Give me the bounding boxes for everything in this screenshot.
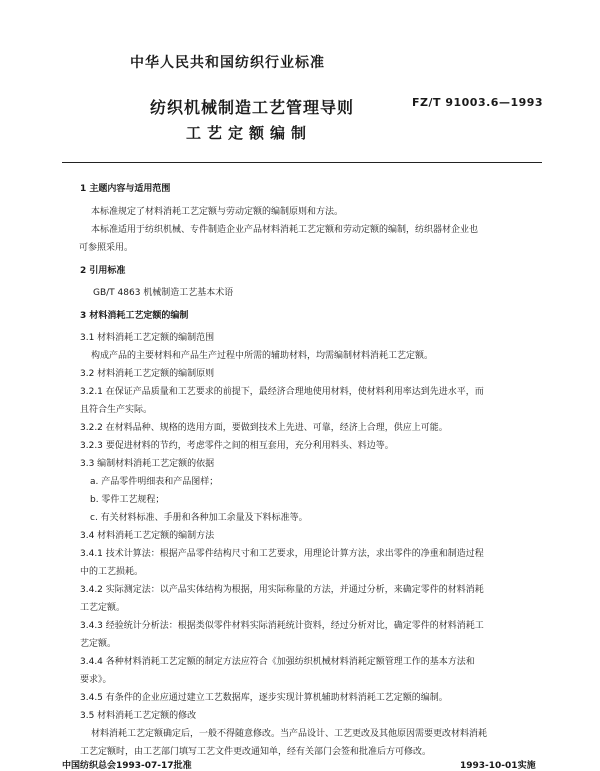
section-3-2-1: 3.2.1 在保证产品质量和工艺要求的前提下，最经济合理地使用材料，使材料利用率达到先进水平，而	[80, 387, 484, 397]
section-3-4-1: 3.4.1 技术计算法：根据产品零件结构尺寸和工艺要求，用理论计算方法，求出零件的净重和制造过程	[80, 549, 484, 559]
issuing-authority: 中华人民共和国纺织行业标准	[130, 55, 325, 71]
section-3-3-item-b: b. 零件工艺规程；	[90, 495, 165, 505]
section-3-3-heading: 3.3 编制材料消耗工艺定额的依据	[80, 459, 215, 469]
section-3-2-2: 3.2.2 在材料品种、规格的选用方面，要做到技术上先进、可靠，经济上合理，供应上可能。	[80, 423, 448, 433]
section-3-4-5: 3.4.5 有条件的企业应通过建立工艺数据库，逐步实现计算机辅助材料消耗工艺定额的编制。	[80, 693, 448, 703]
standard-code: FZ/T 91003.6—1993	[412, 96, 544, 109]
section-3-4-4: 3.4.4 各种材料消耗工艺定额的制定方法应符合《加强纺织机械材料消耗定额管理工作的基本方法和	[80, 657, 475, 667]
section-3-1-heading: 3.1 材料消耗工艺定额的编制范围	[80, 333, 215, 343]
section-3-3-item-a: a. 产品零件明细表和产品图样；	[90, 477, 219, 487]
section-3-2-heading: 3.2 材料消耗工艺定额的编制原则	[80, 369, 215, 379]
section-3-4-heading: 3.4 材料消耗工艺定额的编制方法	[80, 531, 215, 541]
section-3-5-text-cont: 工艺定额时，由工艺部门填写工艺文件更改通知单，经有关部门会签和批准后方可修改。	[80, 747, 432, 757]
section-3-5-text: 材料消耗工艺定额确定后，一般不得随意修改。当产品设计、工艺更改及其他原因需要更改材料消耗	[91, 729, 488, 739]
section-3-4-2-cont: 工艺定额。	[80, 603, 126, 613]
document-title: 纺织机械制造工艺管理导则	[150, 98, 355, 117]
section-1-paragraph-2: 本标准适用于纺织机械、专件制造企业产品材料消耗工艺定额和劳动定额的编制，纺织器材企业也	[91, 225, 479, 235]
section-3-3-item-c: c. 有关材料标准、手册和各种加工余量及下料标准等。	[90, 513, 308, 523]
section-3-2-1-cont: 且符合生产实际。	[80, 405, 153, 415]
section-3-4-1-cont: 中的工艺损耗。	[80, 567, 144, 577]
section-1-paragraph-2-cont: 可参照采用。	[79, 243, 134, 253]
section-1-heading: 1 主题内容与适用范围	[80, 184, 171, 194]
section-2-heading: 2 引用标准	[80, 266, 126, 276]
section-3-4-3-cont: 艺定额。	[80, 639, 117, 649]
section-3-heading: 3 材料消耗工艺定额的编制	[80, 311, 189, 321]
approval-date: 中国纺织总会1993-07-17批准	[62, 761, 192, 771]
section-3-1-text: 构成产品的主要材料和产品生产过程中所需的辅助材料，均需编制材料消耗工艺定额。	[91, 351, 434, 361]
section-3-2-3: 3.2.3 要促进材料的节约，考虑零件之间的相互套用，充分利用料头、料边等。	[80, 441, 394, 451]
section-3-4-4-cont: 要求》。	[80, 675, 112, 685]
document-subtitle: 工艺定额编制	[186, 124, 313, 142]
effective-date: 1993-10-01实施	[460, 761, 536, 771]
section-3-4-3: 3.4.3 经验统计分析法：根据类似零件材料实际消耗统计资料，经过分析对比，确定零件的材料消耗工	[80, 621, 484, 631]
header-divider	[62, 162, 542, 163]
section-3-5-heading: 3.5 材料消耗工艺定额的修改	[80, 711, 197, 721]
section-3-4-2: 3.4.2 实际测定法：以产品实体结构为根据，用实际称量的方法，并通过分析，来确定零件的材料消耗	[80, 585, 484, 595]
section-2-reference: GB/T 4863 机械制造工艺基本术语	[93, 288, 234, 298]
section-1-paragraph-1: 本标准规定了材料消耗工艺定额与劳动定额的编制原则和方法。	[91, 207, 344, 217]
